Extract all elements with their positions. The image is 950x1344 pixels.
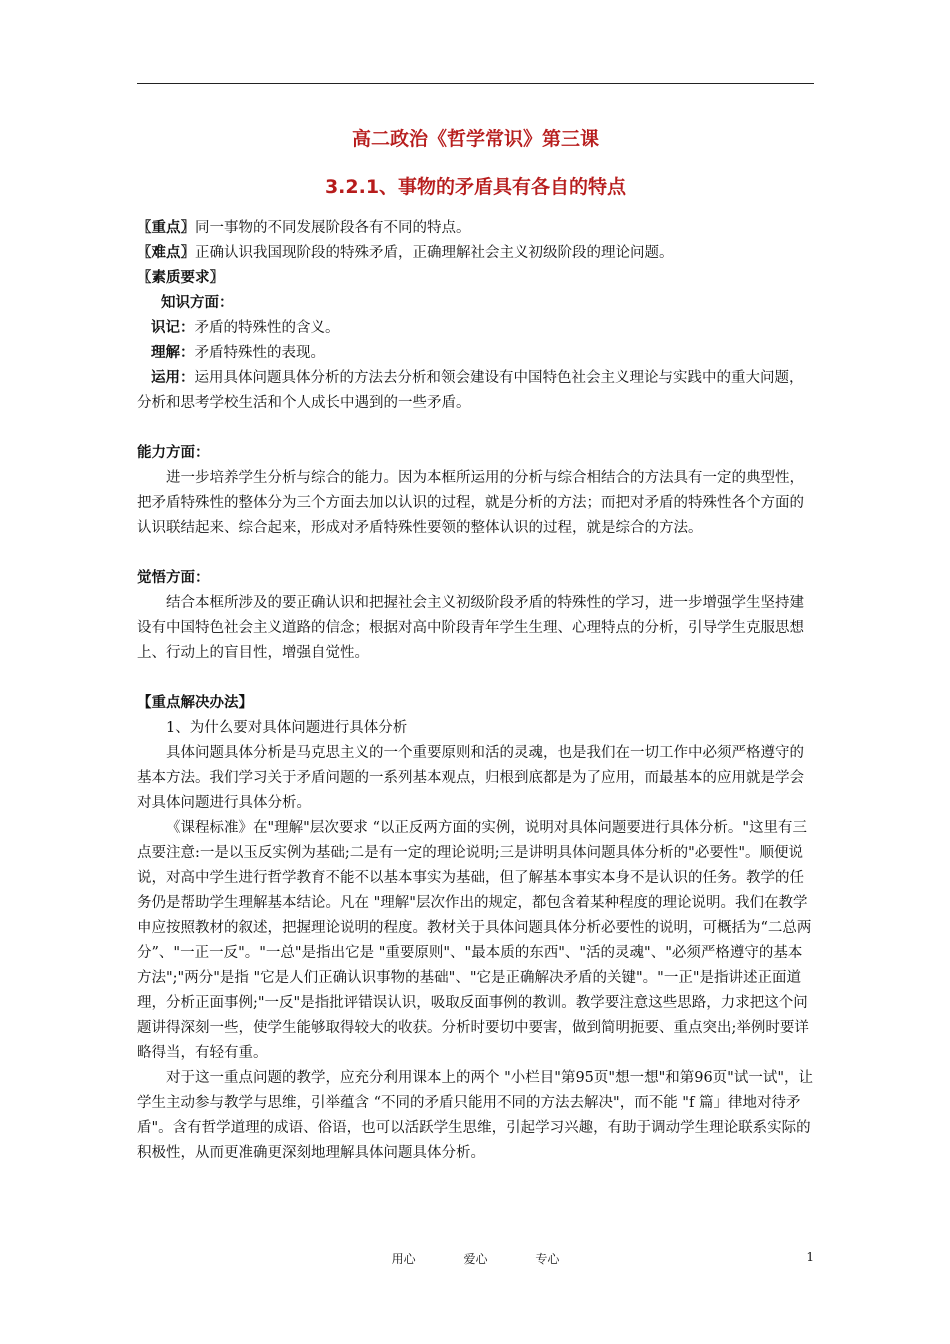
footer-motto: 用心 [391,1252,416,1266]
difficulty-label: 〖难点〗 [137,245,195,261]
memorize-text: 矛盾的特殊性的含义。 [194,320,340,336]
solution-paragraph-1: 具体问题具体分析是马克思主义的一个重要原则和活的灵魂，也是我们在一切工作中必须严格遵守的基本方法。我们学习关于矛盾问题的一系列基本观点，归根到底都是为了应用，而最基本的应用就是学会对具体问题进行具体分析。 [137,745,804,811]
focus-label: 〖重点〗 [137,220,195,236]
solution-item-1: 1、为什么要对具体问题进行具体分析 [166,720,408,736]
understand-line [137,341,814,366]
memorize-label: 识记： [151,320,195,336]
apply-label: 运用： [151,370,195,386]
knowledge-heading: 知识方面： [161,295,234,311]
page-number: 1 [806,1250,814,1264]
difficulty-line [137,241,814,266]
awareness-text: 结合本框所涉及的要正确认识和把握社会主义初级阶段矛盾的特殊性的学习，进一步增强学生坚持建设有中国特色社会主义道路的信念；根据对高中阶段青年学生生理、心理特点的分析，引导学生克服思想上、行动上的盲目性，增强自觉性。 [137,595,804,661]
document-subtitle: 3.2.1、事物的矛盾具有各自的特点 [324,176,627,198]
focus-line [137,216,814,241]
apply-text: 运用具体问题具体分析的方法去分析和领会建设有中国特色社会主义理论与实践中的重大问题，分析和思考学校生活和个人成长中遇到的一些矛盾。 [137,370,804,411]
focus-text: 同一事物的不同发展阶段各有不同的特点。 [195,220,471,236]
understand-label: 理解： [151,345,195,361]
solution-paragraph-3: 对于这一重点问题的教学，应充分利用课本上的两个 "小栏目"第95页"想一想"和第96页"试一试"，让学生主动参与教学与思维，引举蕴含 “不同的矛盾只能用不同的方法去解决"，而不能 "f 篇」律地对待矛盾"。含有哲学道理的成语、俗语，也可以活跃学生思维，引起学习兴趣，有助于调动学生理论联系实际的积极性，从而更准确更深刻地理解具体问题具体分析。 [137,1070,814,1161]
understand-text: 矛盾特殊性的表现。 [194,345,325,361]
document-body [137,216,814,1166]
header-rule [137,83,814,84]
solution-heading: 【重点解决办法】 [137,695,253,711]
ability-text: 进一步培养学生分析与综合的能力。因为本框所运用的分析与综合相结合的方法具有一定的典型性，把矛盾特殊性的整体分为三个方面去加以认识的过程，就是分析的方法；而把对矛盾的特殊性各个方面的认识联结起来、综合起来，形成对矛盾特殊性要领的整体认识的过程，就是综合的方法。 [137,470,804,536]
awareness-heading: 觉悟方面： [137,570,210,586]
memorize-line [137,316,814,341]
document-title: 高二政治《哲学常识》第三课 [351,128,599,150]
footer-motto: 爱心 [463,1252,488,1266]
quality-label: 〖素质要求〗 [137,270,224,286]
footer-motto: 专心 [535,1252,560,1266]
apply-line [137,366,814,416]
footer-mottos [137,1250,814,1267]
ability-heading: 能力方面： [137,445,210,461]
solution-paragraph-2: 《课程标准》在"理解"层次要求 “以正反两方面的实例，说明对具体问题要进行具体分析。"这里有三点要注意:一是以玉反实例为基础;二是有一定的理论说明;三是讲明具体问题具体分析的"必要性"。顺便说说，对高中学生进行哲学教育不能不以基本事实为基础，但了解基本事实本身不是认识的任务。教学的任务仍是帮助学生理解基本结论。凡在 "理解"层次作出的规定，都包含着某种程度的理论说明。我们在教学申应按照教材的叙述，把握理论说明的程度。教材关于具体问题具体分析必要性的说明，可概括为“二总两分”、"一正一反"。"一总"是指出它是 "重要原则"、"最本质的东西"、"活的灵魂"、"必须严格遵守的基本方法";"两分"是指 "它是人们正确认识事物的基础"、"它是正确解决矛盾的关键"。"一正"是指讲述正面道理，分析正面事例;"一反"是指批评错误认识，吸取反面事例的教训。教学要注意这些思路，力求把这个问题讲得深刻一些，使学生能够取得较大的收获。分析时要切中要害，做到简明扼要、重点突出;举例时要详略得当，有轻有重。 [137,820,812,1061]
difficulty-text: 正确认识我国现阶段的特殊矛盾，正确理解社会主义初级阶段的理论问题。 [195,245,674,261]
